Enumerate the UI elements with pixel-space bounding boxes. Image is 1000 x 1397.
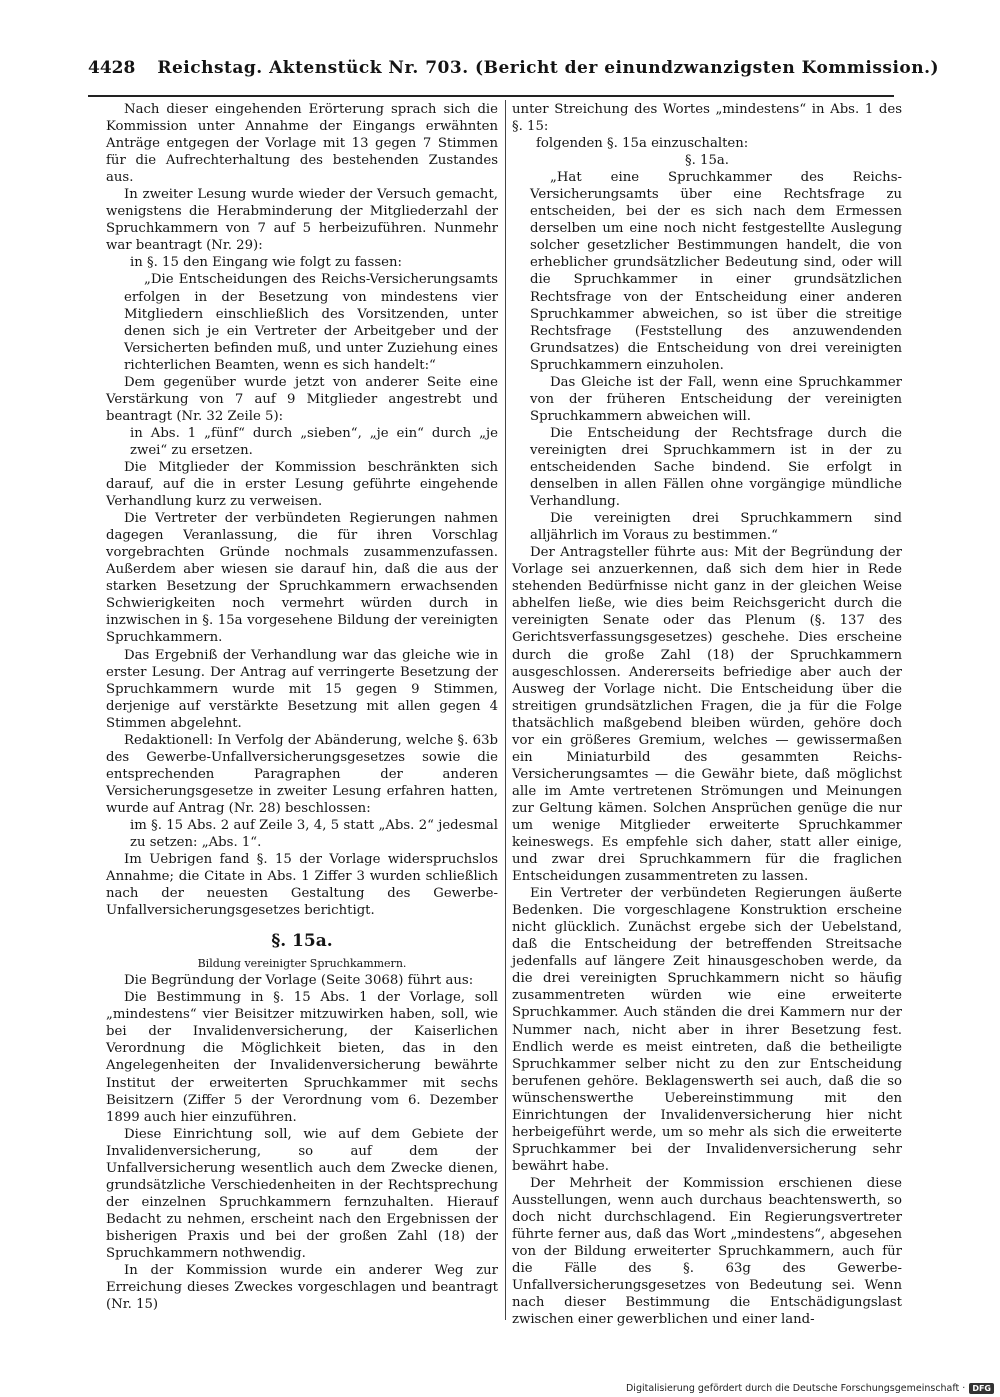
quoted-text: „Hat eine Spruchkammer des Reichs-Versicherungsamts über eine Rechtsfrage zu entscheiden, bei der es sich nach dem Ermessen derselben um eine noch nicht festgestellte Auslegung solcher gesetzlicher Bestimmungen handelt, die von erheblicher grundsätzlicher Bedeutung sind, oder will die Spruchkammer in einer grundsätzlichen Rechtsfrage von der Entscheidung einer anderen Spruchkammer abweichen, so ist über die streitige Rechtsfrage (Feststellung des anzuwendenden Grundsatzes) die Entscheidung von drei vereinigten Spruchkammern einzuholen. (530, 170, 902, 373)
paragraph: Im Uebrigen fand §. 15 der Vorlage widerspruchslos Annahme; die Citate in Abs. 1 Ziffer 3 wurden schließlich nach der neuesten Gestaltung des Gewerbe-Unfallversicherungsgesetzes berichtigt. (106, 852, 498, 919)
section-subheading: Bildung vereinigter Spruchkammern. (197, 957, 407, 971)
left-column (106, 101, 498, 1313)
quoted-text: Die Entscheidung der Rechtsfrage durch die vereinigten drei Spruchkammern ist in der zu entscheidenden Sache bindend. Sie erfolgt in denselben in allen Fällen ohne vorgängige mündliche Verhandlung. (530, 425, 902, 510)
paragraph: Diese Einrichtung soll, wie auf dem Gebiete der Invalidenversicherung, so auf dem der Unfallversicherung wesentlich auch dem Zwecke dienen, grundsätzliche Verschiedenheiten in der Rechtsprechung der einzelnen Spruchkammern fernzuhalten. Hierauf Bedacht zu nehmen, erscheint nach den Ergebnissen der bisherigen Praxis und bei der großen Zahl (18) der Spruchkammern nothwendig. (106, 1126, 498, 1261)
paragraph: Die Begründung der Vorlage (Seite 3068) führt aus: (124, 973, 474, 989)
motion-text: im §. 15 Abs. 2 auf Zeile 3, 4, 5 statt „Abs. 2“ jedesmal zu setzen: „Abs. 1“. (130, 817, 498, 851)
quoted-text: „Die Entscheidungen des Reichs-Versicherungsamts erfolgen in der Besetzung von mindestens vier Mitgliedern einschließlich des Vorsitzenden, unter denen sich je ein Vertreter der Arbeitgeber und der Versicherten befinden muß, und unter Zuziehung eines richterlichen Beamten, wenn es sich handelt:“ (124, 272, 498, 373)
paragraph: Die Bestimmung in §. 15 Abs. 1 der Vorlage, soll „mindestens“ vier Beisitzer mitzuwirken haben, soll, wie bei der Invalidenversicherung, der Kaiserlichen Verordnung die Möglichkeit bieten, das in den Angelegenheiten der Invalidenversicherung bewährte Institut der erweiterten Spruchkammer mit sechs Beisitzern (Ziffer 5 der Verordnung vom 6. Dezember 1899 auch hier einzuführen. (106, 990, 498, 1125)
paragraph: Nach dieser eingehenden Erörterung sprach sich die Kommission unter Annahme der Eingangs erwähnten Anträge entgegen der Vorlage mit 13 gegen 7 Stimmen für die Aufrechterhaltung des bestehenden Zustandes aus. (106, 102, 498, 186)
section-heading: §. 15a. (271, 931, 333, 952)
column-divider (505, 100, 506, 1320)
credit-text: Digitalisierung gefördert durch die Deutsche Forschungsgemeinschaft · (625, 1382, 966, 1394)
paragraph: Die Mitglieder der Kommission beschränkten sich darauf, auf die in erster Lesung geführte eingehende Verhandlung kurz zu verweisen. (106, 459, 498, 510)
quoted-section-heading: §. 15a. (684, 153, 730, 169)
quoted-text: Das Gleiche ist der Fall, wenn eine Spruchkammer von der früheren Entscheidung der vereinigten Spruchkammern abweichen will. (530, 374, 902, 424)
motion-text: in Abs. 1 „fünf“ durch „sieben“, „je ein“ durch „je zwei“ zu ersetzen. (130, 425, 498, 458)
paragraph: In zweiter Lesung wurde wieder der Versuch gemacht, wenigstens die Herabminderung der Mitgliederzahl der Spruchkammern von 7 auf 5 herbeizuführen. Nunmehr war beantragt (Nr. 29): (106, 187, 498, 254)
running-title: Reichstag. Aktenstück Nr. 703. (Bericht der einundzwanzigsten Kommission.) (157, 58, 940, 78)
paragraph: Dem gegenüber wurde jetzt von anderer Seite eine Verstärkung von 7 auf 9 Mitglieder angestrebt und beantragt (Nr. 32 Zeile 5): (106, 374, 498, 424)
paragraph: Redaktionell: In Verfolg der Abänderung, welche §. 63b des Gewerbe-Unfallversicherungsgesetzes sowie die entsprechenden Paragraphen der anderen Versicherungsgesetze in zweiter Lesung erfahren hatten, wurde auf Antrag (Nr. 28) beschlossen: (106, 732, 498, 816)
paragraph: Der Antragsteller führte aus: Mit der Begründung der Vorlage sei anzuerkennen, daß sich dem hier in Rede stehenden Bedürfnisse nicht ganz in der gleichen Weise abhelfen ließe, wie dies beim Reichsgericht durch die vereinigten Senate oder das Plenum (§. 137 des Gerichtsverfassungsgesetzes) geschehe. Dies erscheine durch die große Zahl (18) der Spruchkammern ausgeschlossen. Andererseits befriedige aber auch der Ausweg der Vorlage nicht. Die Entscheidung über die streitigen grundsätzlichen Fragen, die ja für die Folge thatsächlich maßgebend bleiben würden, gehöre doch vor ein größeres Gremium, welches — gewissermaßen ein Miniaturbild des gesammten Reichs-Versicherungsamtes — die Gewähr biete, daß möglichst alle im Amte vertretenen Strömungen und Meinungen zur Geltung kämen. Solchen Ansprüchen genüge die nur um wenige Mitglieder erweiterte Spruchkammer keineswegs. Es empfehle sich daher, statt aller einige, und zwar drei Spruchkammern für die fraglichen Entscheidungen zusammentreten zu lassen. (512, 545, 902, 885)
dfg-logo-icon: DFG (969, 1383, 994, 1394)
right-column (512, 101, 902, 1328)
paragraph: In der Kommission wurde ein anderer Weg zur Erreichung dieses Zweckes vorgeschlagen und beantragt (Nr. 15) (106, 1263, 498, 1313)
paragraph: Das Ergebniß der Verhandlung war das gleiche wie in erster Lesung. Der Antrag auf verringerte Besetzung der Spruchkammern wurde mit 15 gegen 9 Stimmen, derjenige auf verstärkte Besetzung mit allen gegen 4 Stimmen abgelehnt. (106, 647, 498, 731)
paragraph: Die Vertreter der verbündeten Regierungen nahmen dagegen Veranlassung, die für ihren Vorschlag vorgebrachten Gründe nochmals zusammenzufassen. Außerdem aber wiesen sie darauf hin, daß die aus der starken Besetzung der Spruchkammern erwachsenden Schwierigkeiten noch vermehrt würden durch in inzwischen in §. 15a vorgesehene Bildung der vereinigten Spruchkammern. (106, 511, 498, 646)
header-rule (88, 95, 894, 97)
page-number: 4428 (88, 58, 136, 78)
page-header (88, 58, 940, 88)
motion-text: in §. 15 den Eingang wie folgt zu fassen: (130, 255, 402, 271)
digitization-credit (604, 1381, 994, 1395)
paragraph: Der Mehrheit der Kommission erschienen diese Ausstellungen, wenn auch durchaus beachtenswerth, so doch nicht durchschlagend. Ein Regierungsvertreter führte ferner aus, daß das Wort „mindestens“, abgesehen von der Bildung erweiterter Spruchkammern, auch für die Fälle des §. 63g des Gewerbe-Unfallversicherungsgesetzes von Bedeutung sei. Wenn nach dieser Bestimmung die Entschädigungslast zwischen einer gewerblichen und einer land- (512, 1175, 902, 1328)
paragraph: unter Streichung des Wortes „mindestens“ in Abs. 1 des §. 15: (512, 102, 902, 135)
motion-text: folgenden §. 15a einzuschalten: (536, 136, 749, 152)
paragraph: Ein Vertreter der verbündeten Regierungen äußerte Bedenken. Die vorgeschlagene Konstruktion erscheine nicht glücklich. Zunächst ergebe sich der Uebelstand, daß die Entscheidung der betreffenden Streitsache jedenfalls auf längere Zeit hinausgeschoben werde, da die drei vereinigten Spruchkammern nicht so häufig zusammentreten würden wie eine erweiterte Spruchkammer. Auch ständen die drei Kammern nur der Nummer nach, nicht aber in ihrer Besetzung fest. Endlich werde es meist eintreten, daß die betheiligte Spruchkammer selber nicht zu den zur Entscheidung berufenen gehöre. Beklagenswerth sei auch, daß die so wünschenswerthe Uebereinstimmung mit den Einrichtungen der Invalidenversicherung hier nicht herbeigeführt werde, um so mehr als sich die erweiterte Spruchkammer bei der Invalidenversicherung sehr bewährt habe. (512, 886, 902, 1174)
quoted-text: Die vereinigten drei Spruchkammern sind alljährlich im Voraus zu bestimmen.“ (530, 511, 902, 544)
